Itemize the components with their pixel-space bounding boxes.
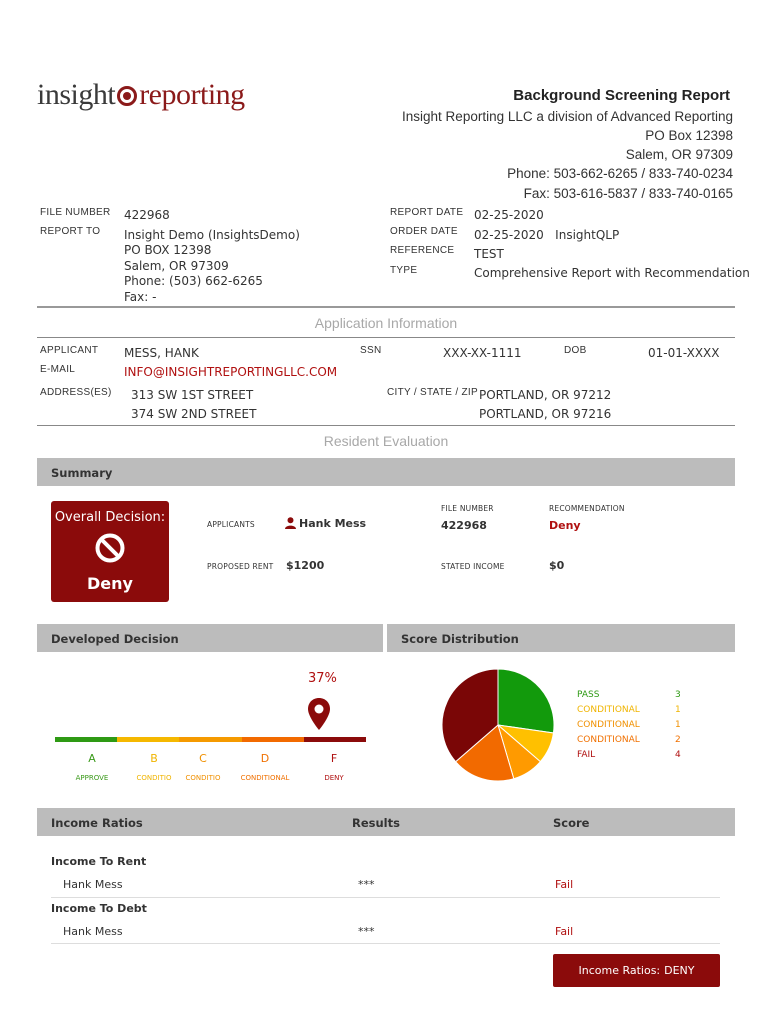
dob-label: DOB [564,345,587,356]
ssn-value: XXX-XX-1111 [443,346,522,360]
scale-segment [179,737,241,742]
email-label: E-MAIL [40,364,76,375]
legend-count: 4 [675,750,681,760]
legend-label: CONDITIONAL [577,720,640,730]
recommendation-value: Deny [549,519,581,532]
decision-percent: 37% [308,671,337,686]
deny-icon [93,531,127,565]
score-pie-chart [440,667,556,783]
row-divider [51,897,720,898]
file-number-value: 422968 [124,208,170,222]
file-number-label: FILE NUMBER [40,207,111,218]
results-header: Results [352,816,400,830]
applicant-label: APPLICANT [40,345,99,356]
grade-letter: B [150,752,158,765]
summary-bar [37,458,735,486]
summary-file-number-label: FILE NUMBER [441,504,494,513]
company-pobox: PO Box 12398 [645,128,733,143]
company-city: Salem, OR 97309 [625,147,733,162]
city-2: PORTLAND, OR 97216 [479,407,612,421]
income-to-rent-title: Income To Rent [51,855,147,868]
income-to-debt-score: Fail [555,925,574,938]
report-to-fax: Fax: - [124,290,157,304]
developed-decision-label: Developed Decision [51,632,179,646]
grade-label: CONDITIO [136,774,172,782]
report-to-name: Insight Demo (InsightsDemo) [124,228,300,242]
grade-letter: A [88,752,96,765]
legend-count: 2 [675,735,681,745]
city-1: PORTLAND, OR 97212 [479,388,612,402]
stated-income-value: $0 [549,559,565,572]
decision-scale [55,737,366,742]
report-date-label: REPORT DATE [390,207,464,218]
grade-letter: D [260,752,270,765]
logo-mark-icon [117,86,137,106]
scale-segment [242,737,304,742]
report-title: Background Screening Report [513,87,730,104]
stated-income-label: STATED INCOME [441,562,505,571]
scale-segment [55,737,117,742]
company-line: Insight Reporting LLC a division of Advanced Reporting [402,109,733,124]
email-link[interactable]: INFO@INSIGHTREPORTINGLLC.COM [124,365,338,379]
reference-label: REFERENCE [390,245,455,256]
pie-slice [498,669,554,733]
income-ratios-button-value: DENY [664,964,695,977]
proposed-rent-label: PROPOSED RENT [207,562,274,571]
recommendation-label: RECOMMENDATION [549,504,625,513]
report-to-city: Salem, OR 97309 [124,259,229,273]
legend-label: CONDITIONAL [577,735,640,745]
income-to-rent-result: *** [358,878,375,891]
type-label: TYPE [390,265,418,276]
legend-label: FAIL [577,750,596,760]
legend-label: PASS [577,690,600,700]
divider [37,306,735,308]
legend-count: 1 [675,720,681,730]
score-distribution-label: Score Distribution [401,632,519,646]
grade-label: CONDITIO [185,774,221,782]
scale-segment [304,737,366,742]
divider [37,337,735,338]
applicant-value: MESS, HANK [124,346,199,360]
proposed-rent-value: $1200 [286,559,325,572]
logo-text-left: insight [37,78,116,111]
reference-value: TEST [474,247,504,261]
location-pin-icon [307,697,331,731]
decision-grades [55,752,366,792]
report-to-label: REPORT TO [40,226,101,237]
divider [37,425,735,426]
scale-segment [117,737,179,742]
grade-label: CONDITIONAL [240,774,290,782]
income-to-debt-name: Hank Mess [63,925,123,938]
address-1: 313 SW 1ST STREET [131,388,254,402]
applicant-name: Hank Mess [299,517,367,530]
legend-count: 3 [675,690,681,700]
grade-letter: C [199,752,207,765]
summary-label: Summary [51,466,113,480]
row-divider [51,943,720,944]
resident-evaluation-title: Resident Evaluation [323,433,449,449]
grade-label: APPROVE [75,774,109,782]
applicants-label: APPLICANTS [207,520,255,529]
income-to-rent-name: Hank Mess [63,878,123,891]
score-header: Score [553,816,590,830]
logo-text-right: reporting [139,78,245,111]
city-state-zip-label: CITY / STATE / ZIP [387,387,478,398]
score-legend [577,690,687,770]
report-to-phone: Phone: (503) 662-6265 [124,274,263,288]
summary-file-number: 422968 [441,519,487,532]
type-value: Comprehensive Report with Recommendation [474,266,750,280]
address-label: ADDRESS(ES) [40,387,112,398]
income-ratios-header: Income Ratios [51,816,143,830]
dob-value: 01-01-XXXX [648,346,720,360]
overall-decision-card [51,501,169,602]
order-date-value: 02-25-2020 InsightQLP [474,228,620,242]
grade-label: DENY [324,774,344,782]
application-section-title: Application Information [314,315,458,331]
income-to-rent-score: Fail [555,878,574,891]
company-phone: Phone: 503-662-6265 / 833-740-0234 [507,166,733,181]
order-date-label: ORDER DATE [390,226,458,237]
grade-letter: F [330,752,338,765]
ssn-label: SSN [360,345,382,356]
income-to-debt-title: Income To Debt [51,902,147,915]
legend-count: 1 [675,705,681,715]
address-2: 374 SW 2ND STREET [131,407,257,421]
report-date-value: 02-25-2020 [474,208,544,222]
income-ratios-button-prefix: Income Ratios: [578,964,661,977]
company-logo [37,78,245,112]
income-to-debt-result: *** [358,925,375,938]
legend-label: CONDITIONAL [577,705,640,715]
income-ratios-deny-button[interactable] [553,954,720,987]
overall-decision-value: Deny [87,574,133,593]
user-icon [285,517,296,529]
company-fax: Fax: 503-616-5837 / 833-740-0165 [523,186,733,201]
report-to-address: PO BOX 12398 [124,243,212,257]
overall-decision-title: Overall Decision: [54,510,166,525]
